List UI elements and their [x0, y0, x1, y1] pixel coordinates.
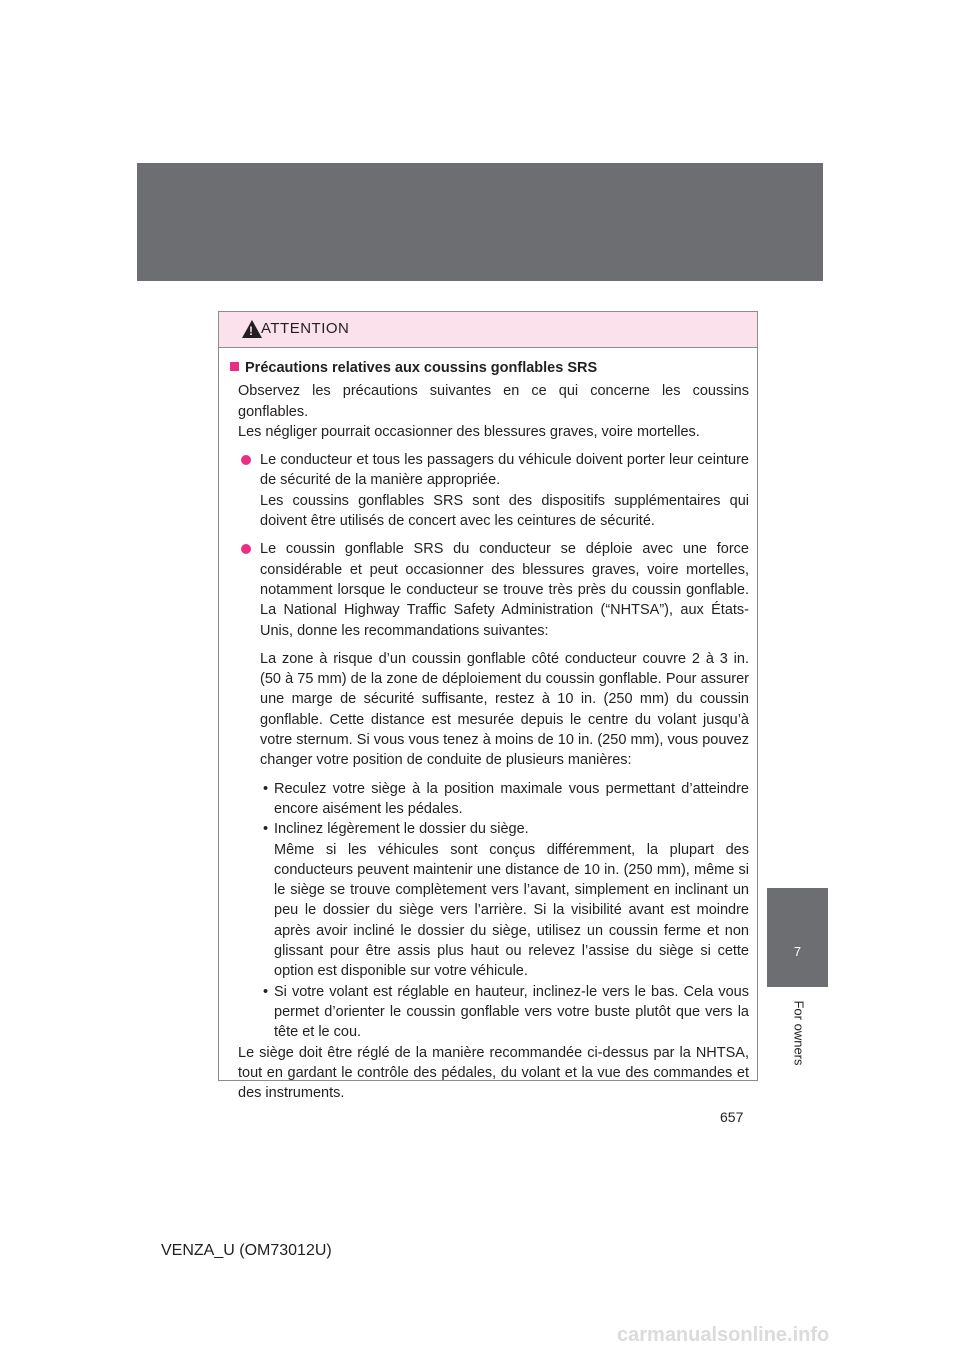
warning-triangle-icon [242, 320, 262, 338]
bullet-item: Le coussin gonflable SRS du conducteur se déploie avec une force considérable et peut occasionner des blessures graves, voire mortelles, notamment lorsque le conducteur se trouve très près du coussin gonflable. La National Highway Traffic Safety Administration (“NHTSA”), aux États-Unis, donne les recommandations suivantes: [230, 539, 749, 640]
footer-code: VENZA_U (OM73012U) [161, 1242, 332, 1259]
risk-paragraph: La zone à risque d’un coussin gonflable côté conducteur couvre 2 à 3 in. (50 à 75 mm) de la zone de déploiement du coussin gonflable. Pour assurer une marge de sécurité suffisante, restez à 10 in. (250 mm) du coussin gonflable. Cette distance est mesurée depuis le centre du volant jusqu’à votre sternum. Si vous vous tenez à moins de 10 in. (250 mm), vous pouvez changer votre position de conduite de plusieurs manières: [260, 650, 749, 769]
intro-paragraph: Observez les précautions suivantes en ce qui concerne les coussins gonflables. Les négliger pourrait occasionner des blessures graves, voire mortelles. [238, 383, 749, 440]
dot-bullet-icon: • [263, 821, 269, 838]
warning-box [218, 311, 758, 1102]
section-heading: Précautions relatives aux coussins gonflables SRS [230, 358, 749, 378]
watermark: carmanualsonline.info [617, 1324, 830, 1346]
warning-body [219, 348, 757, 1103]
circle-bullet-icon [241, 544, 251, 554]
header-band [137, 163, 823, 281]
warning-header [219, 312, 757, 348]
warning-title: ATTENTION [261, 320, 350, 337]
page-number: 657 [720, 1109, 744, 1125]
square-bullet-icon [230, 362, 239, 371]
dot-bullet-icon: • [263, 983, 269, 1000]
closing-paragraph: Le siège doit être réglé de la manière recommandée ci-dessus par la NHTSA, tout en gardant le contrôle des pédales, du volant et la vue des commandes et des instruments. [238, 1044, 749, 1102]
sub-item: • Inclinez légèrement le dossier du siège. Même si les véhicules sont conçus différemment, la plupart des conducteurs peuvent maintenir une distance de 10 in. (250 mm), même si le siège se trouve complètement vers l’avant, simplement en inclinant un peu le dossier du siège vers l’arrière. Si la visibilité avant est moindre après avoir incliné le dossier du siège, utilisez un coussin ferme et non glissant pour être assis plus haut ou relevez l’assise du siège si cette option est disponible sur votre véhicule. [263, 821, 749, 980]
circle-bullet-icon [241, 455, 251, 465]
chapter-label [789, 990, 809, 1075]
chapter-tab[interactable] [767, 888, 828, 987]
dot-bullet-icon: • [263, 780, 269, 797]
chapter-label-text: For owners [791, 999, 807, 1066]
chapter-number: 7 [793, 944, 802, 959]
bullet-item: Le conducteur et tous les passagers du véhicule doivent porter leur ceinture de sécurité de la manière appropriée. Les coussins gonflables SRS sont des dispositifs supplémentaires qui doivent être utilisés de concert avec les ceintures de sécurité. [230, 450, 749, 531]
sub-item: • Si votre volant est réglable en hauteur, inclinez-le vers le bas. Cela vous permet d’orienter le coussin gonflable vers votre buste plutôt que vers la tête et le cou. [263, 983, 749, 1041]
sub-item: • Reculez votre siège à la position maximale vous permettant d’atteindre encore aisément les pédales. [263, 780, 749, 817]
